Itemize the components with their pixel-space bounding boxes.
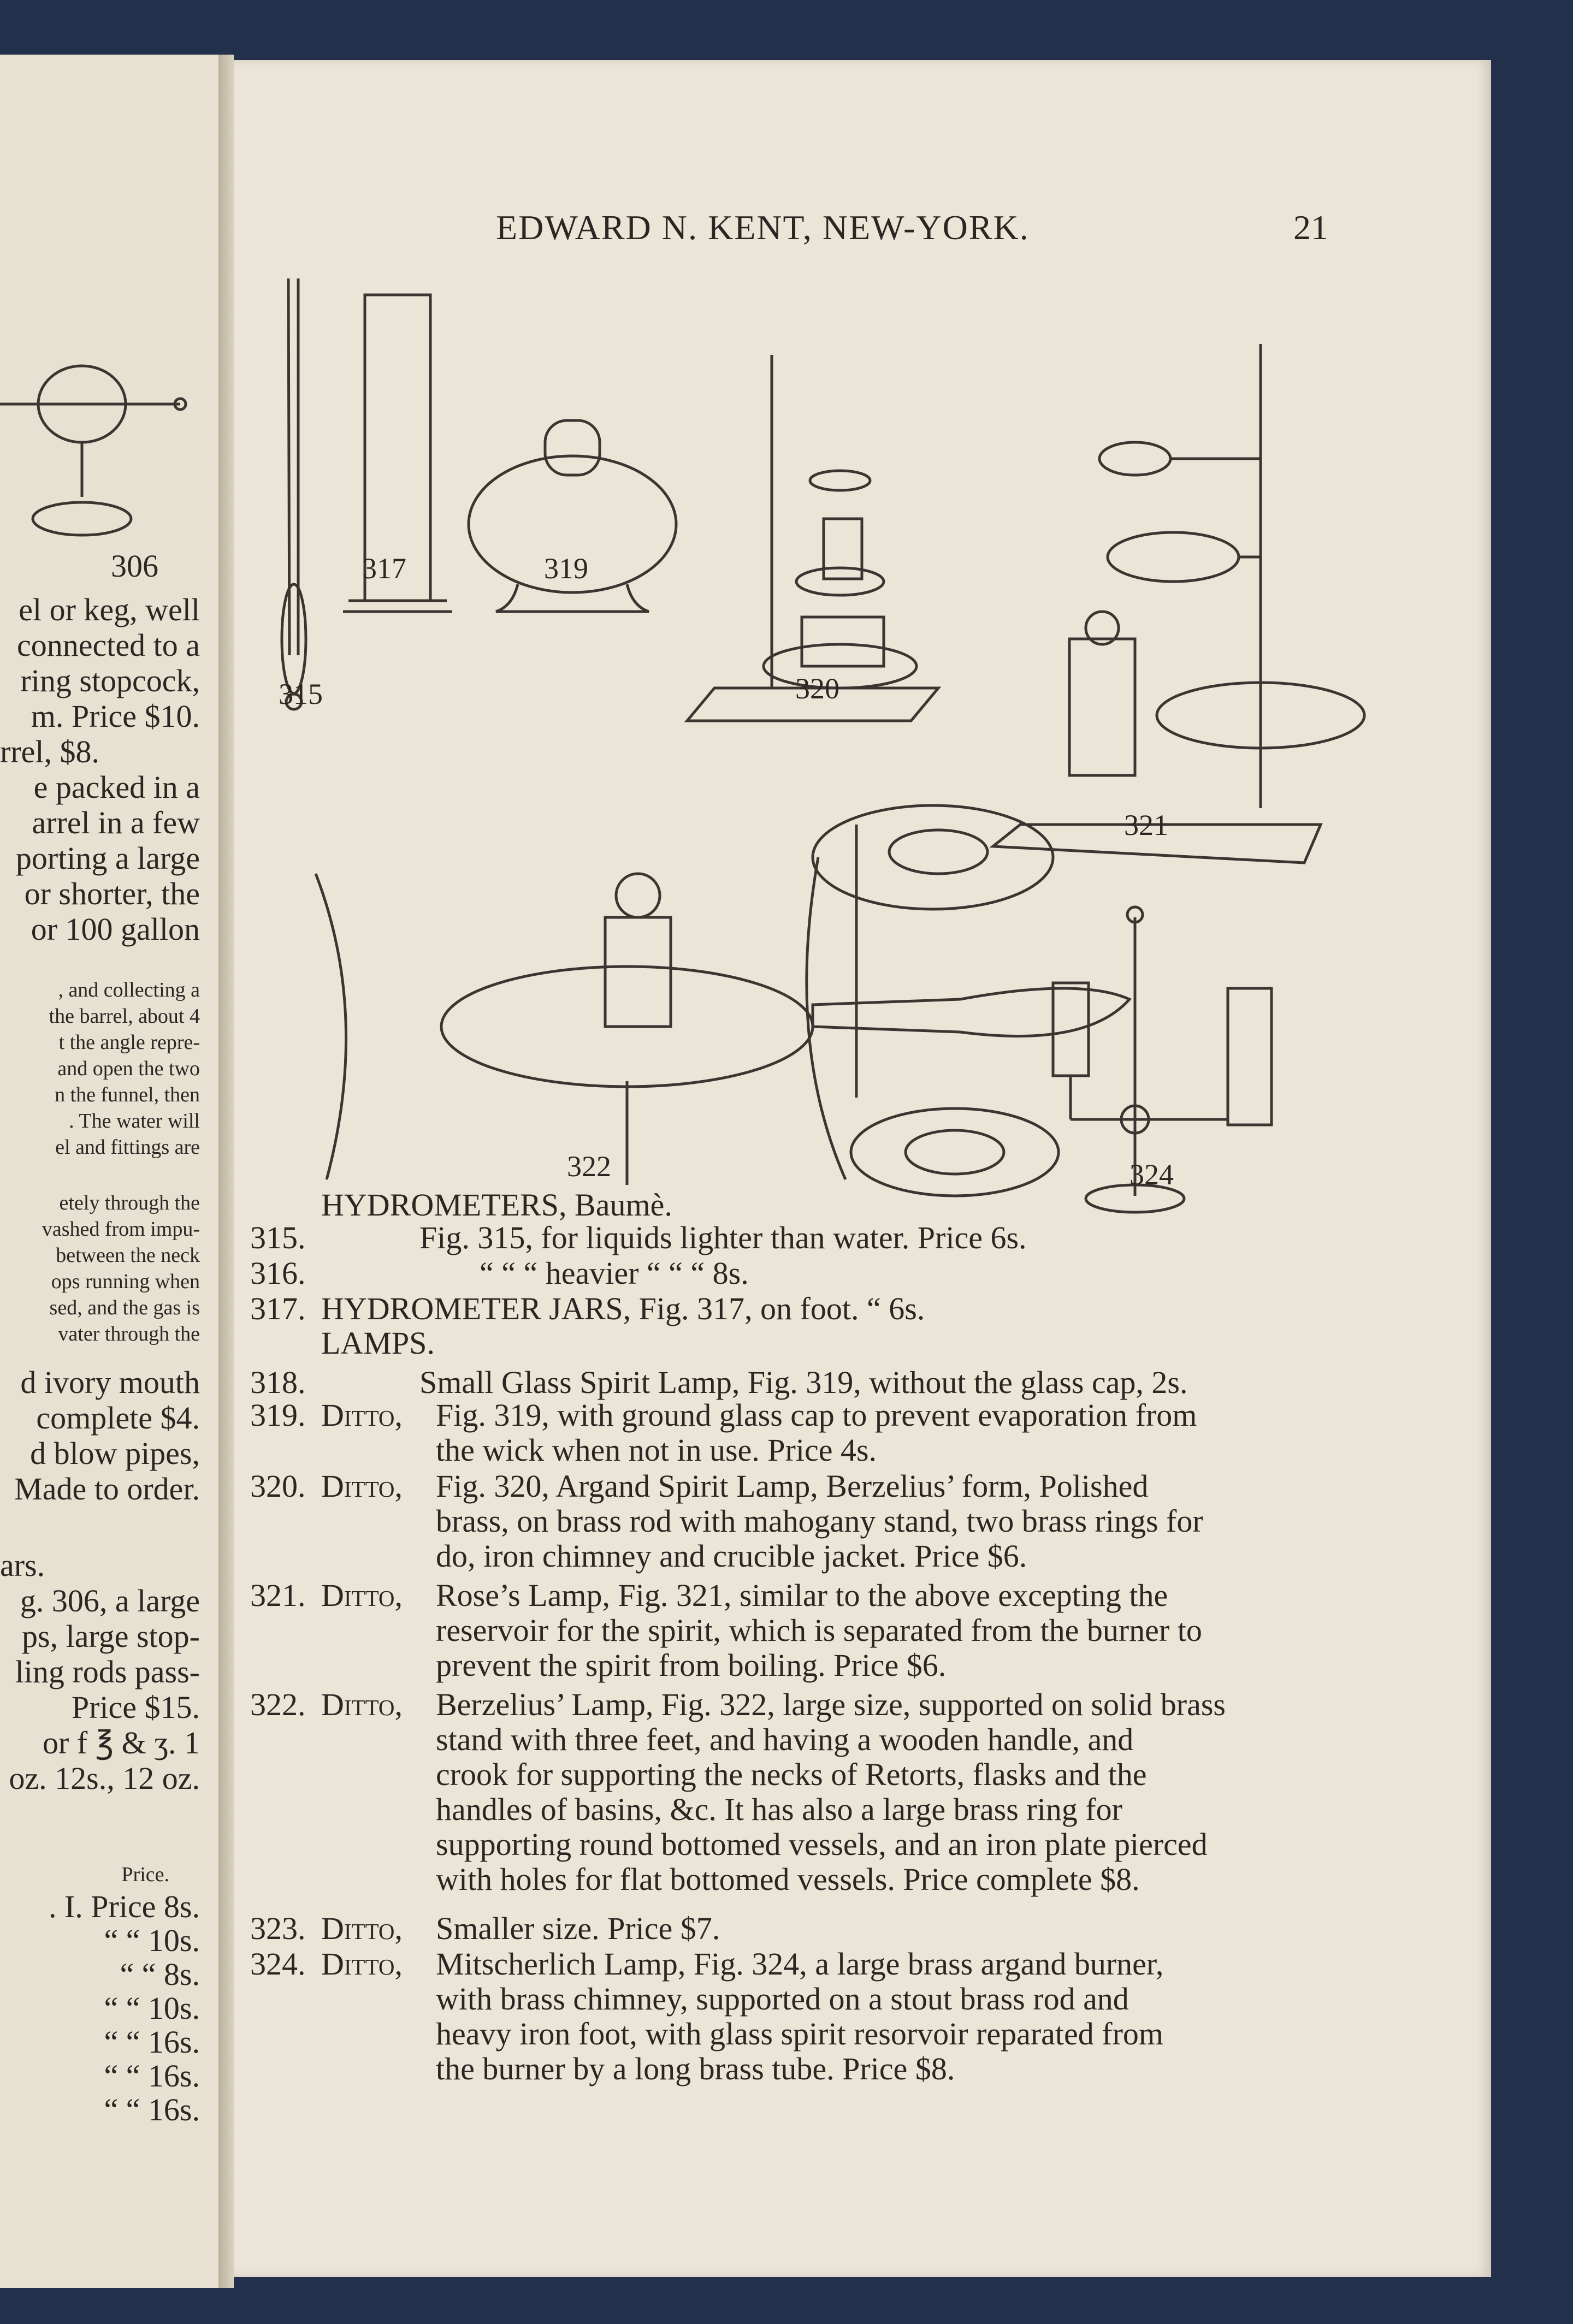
left-text-line: m. Price $10. <box>31 698 200 734</box>
left-small-line: el and fittings are <box>55 1136 200 1159</box>
entry-ditto: Ditto, <box>321 1578 403 1613</box>
figure-306-illustration <box>0 317 218 546</box>
entry-text: brass, on brass rod with mahogany stand, two brass rings for <box>436 1503 1203 1539</box>
entry-text: HYDROMETER JARS, Fig. 317, on foot. “ 6s. <box>321 1291 925 1326</box>
page-number: 21 <box>1293 208 1328 247</box>
entry-321 <box>250 1578 1343 1687</box>
left-text-line: ling rods pass- <box>15 1654 200 1689</box>
left-text-line: Made to order. <box>14 1471 200 1507</box>
entry-319 <box>250 1398 1343 1469</box>
price-row: “ “ 16s. <box>104 2024 200 2060</box>
figure-label-317: 317 <box>362 552 406 585</box>
left-text-line: oz. 12s., 12 oz. <box>9 1760 200 1796</box>
left-text-line: Price $15. <box>71 1689 200 1725</box>
entry-number: 319. <box>250 1397 306 1433</box>
entry-text: Fig. 319, with ground glass cap to prevent evaporation from <box>436 1397 1197 1433</box>
entry-number: 318. <box>250 1365 306 1400</box>
left-text-line: e packed in a <box>33 769 200 805</box>
entry-number: 324. <box>250 1946 306 1982</box>
price-row: . I. Price 8s. <box>48 1889 200 1924</box>
entry-text: supporting round bottomed vessels, and an iron plate pierced <box>436 1827 1208 1862</box>
entry-ditto: Ditto, <box>321 1911 403 1946</box>
figure-label-315: 315 <box>279 678 323 710</box>
left-small-line: the barrel, about 4 <box>49 1005 200 1028</box>
entry-number: 323. <box>250 1911 306 1946</box>
lamps-heading: LAMPS. <box>321 1325 435 1361</box>
figure-label-324: 324 <box>1130 1158 1174 1191</box>
apparatus-illustrations <box>234 60 1491 1261</box>
entry-number: 320. <box>250 1468 306 1504</box>
left-text-line: d blow pipes, <box>30 1436 200 1471</box>
entry-text: the wick when not in use. Price 4s. <box>436 1432 877 1468</box>
price-row: “ “ 8s. <box>120 1957 200 1992</box>
book-gutter <box>218 55 234 2288</box>
left-text-line: connected to a <box>17 627 200 663</box>
argand-lamp-figure <box>687 355 938 721</box>
left-small-line: n the funnel, then <box>55 1083 200 1106</box>
entry-number: 315. <box>250 1220 306 1255</box>
left-small-line: , and collecting a <box>58 979 200 1001</box>
left-text-line: ps, large stop- <box>22 1618 200 1654</box>
left-small-line: vashed from impu- <box>42 1218 200 1241</box>
entry-number: 322. <box>250 1687 306 1722</box>
right-page <box>234 60 1491 2277</box>
entry-text: Fig. 315, for liquids lighter than water. Price 6s. <box>419 1220 1027 1255</box>
entry-322 <box>250 1687 1343 1900</box>
pierced-plate-figure <box>813 805 1053 909</box>
price-column-header: Price. <box>121 1863 169 1886</box>
hydrometer-figure <box>282 278 306 709</box>
left-small-line: vater through the <box>58 1323 200 1345</box>
figure-label-319: 319 <box>544 552 588 585</box>
left-small-line: etely through the <box>59 1191 200 1214</box>
left-text-line: ring stopcock, <box>20 663 200 698</box>
entry-ditto: Ditto, <box>321 1468 403 1504</box>
left-text-line: rrel, $8. <box>0 734 99 769</box>
figure-label-322: 322 <box>567 1150 611 1183</box>
entry-text: Small Glass Spirit Lamp, Fig. 319, without the glass cap, 2s. <box>419 1365 1188 1400</box>
entry-324 <box>250 1947 1343 2089</box>
entry-text: with brass chimney, supported on a stout brass rod and <box>436 1981 1129 2017</box>
entry-number: 316. <box>250 1255 306 1291</box>
entry-text: prevent the spirit from boiling. Price $6. <box>436 1647 947 1683</box>
entry-text: Rose’s Lamp, Fig. 321, similar to the above excepting the <box>436 1578 1168 1613</box>
hydrometers-heading: HYDROMETERS, Baumè. <box>321 1187 672 1223</box>
entry-text: do, iron chimney and crucible jacket. Price $6. <box>436 1538 1027 1574</box>
left-page <box>0 55 222 2288</box>
left-small-line: and open the two <box>57 1057 200 1080</box>
entry-number: 321. <box>250 1578 306 1613</box>
left-text-line: or 100 gallon <box>31 911 200 947</box>
trivet-figure <box>851 1108 1058 1196</box>
left-small-line: . The water will <box>69 1110 200 1133</box>
left-text-line: or shorter, the <box>24 876 200 911</box>
price-row: “ “ 16s. <box>104 2092 200 2127</box>
entry-text: Berzelius’ Lamp, Fig. 322, large size, supported on solid brass <box>436 1687 1226 1722</box>
entry-text: heavy iron foot, with glass spirit resorvoir reparated from <box>436 2016 1164 2052</box>
roses-lamp-figure <box>993 344 1364 863</box>
left-text-line: arrel in a few <box>32 805 200 840</box>
entry-text: Mitscherlich Lamp, Fig. 324, a large brass argand burner, <box>436 1946 1164 1982</box>
figure-label-321: 321 <box>1124 809 1168 841</box>
left-text-line: g. 306, a large <box>20 1583 200 1618</box>
entry-text: crook for supporting the necks of Retorts, flasks and the <box>436 1757 1147 1792</box>
left-small-line: ops running when <box>51 1270 200 1293</box>
entry-ditto: Ditto, <box>321 1687 403 1722</box>
left-text-line: or f ℥ & ʒ. 1 <box>43 1725 200 1760</box>
entry-number: 317. <box>250 1291 306 1326</box>
entry-ditto: Ditto, <box>321 1397 403 1433</box>
entry-text: Smaller size. Price $7. <box>436 1911 720 1946</box>
left-text-line: complete $4. <box>36 1400 200 1436</box>
entry-320 <box>250 1469 1343 1578</box>
entry-text: the burner by a long brass tube. Price $8. <box>436 2051 955 2086</box>
left-small-line: between the neck <box>56 1244 200 1267</box>
left-small-line: sed, and the gas is <box>49 1296 200 1319</box>
entry-text: stand with three feet, and having a wooden handle, and <box>436 1722 1134 1757</box>
figure-label-320: 320 <box>795 672 839 705</box>
left-text-line: el or keg, well <box>19 592 200 627</box>
berzelius-lamp-figure <box>316 825 1130 1185</box>
left-text-line: d ivory mouth <box>20 1365 200 1400</box>
price-row: “ “ 10s. <box>104 1990 200 2026</box>
entry-text: “ “ “ heavier “ “ “ 8s. <box>480 1255 749 1291</box>
entry-text: Fig. 320, Argand Spirit Lamp, Berzelius’ form, Polished <box>436 1468 1149 1504</box>
entry-text: with holes for flat bottomed vessels. Price complete $8. <box>436 1861 1140 1897</box>
price-row: “ “ 16s. <box>104 2058 200 2094</box>
price-row: “ “ 10s. <box>104 1923 200 1958</box>
left-small-line: t the angle repre- <box>58 1031 200 1054</box>
entry-text: handles of basins, &c. It has also a large brass ring for <box>436 1792 1122 1827</box>
left-text-line: porting a large <box>15 840 200 876</box>
left-text-line: ars. <box>0 1548 45 1583</box>
entry-ditto: Ditto, <box>321 1946 403 1982</box>
entry-text: reservoir for the spirit, which is separated from the burner to <box>436 1612 1202 1648</box>
figure-306-label: 306 <box>111 548 158 584</box>
running-header: EDWARD N. KENT, NEW-YORK. <box>496 208 1030 247</box>
